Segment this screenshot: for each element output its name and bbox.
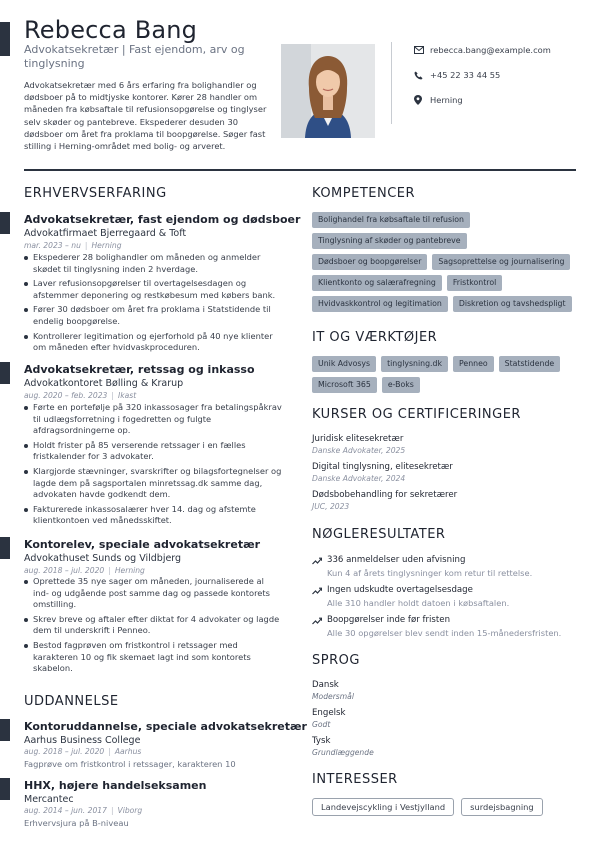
achievement-title: Ingen udskudte overtagelsesdage [327,585,473,595]
job-bullet: Laver refusionsopgørelser til overtagelsesdagen og afstemmer deponering og restkøbesum med købers bank. [24,278,282,301]
profile-photo [281,44,375,138]
education-dates: aug. 2018 – jul. 2020 [24,747,105,756]
accent-bar-edu-1 [0,719,10,741]
education-detail: Fagprøve om fristkontrol i retssager, karakteren 10 [24,759,236,769]
course-provider-name: Danske Advokater [312,474,382,483]
location-pin-icon [414,95,430,105]
section-title-courses: KURSER OG CERTIFICERINGER [312,407,521,422]
accent-bar-edu-2 [0,778,10,800]
achievement-title: Boopgørelser inde før fristen [327,615,451,625]
tool-tag: e-Boks [382,377,420,393]
tools-tags [312,356,576,393]
job-bullet: Ekspederer 28 bolighandler om måneden og anmelder skødet til tinglysning inden 2 hverdage. [24,252,282,275]
section-title-achievements: NØGLERESULTATER [312,527,446,542]
job-meta: aug. 2018 – jul. 2020 | Herning [24,566,145,575]
skill-tag: Tinglysning af skøder og pantebreve [312,233,467,249]
contact-location [414,95,463,105]
trend-up-icon [312,617,322,625]
course-provider: JUC, 2023 [312,502,350,511]
job-meta: aug. 2020 – feb. 2023 | Ikast [24,391,137,400]
language-level: Godt [312,720,331,729]
tool-tag: Unik Advosys [312,356,376,372]
language-name: Tysk [312,736,331,746]
language-level: Grundlæggende [312,748,374,757]
job-bullet: Klargjorde stævninger, svarskrifter og bilagsfortegnelser og lagde dem på sagsportalen minretssag.dk samme dag, advokaten havde godkendt dem. [24,466,282,501]
education-location: Viborg [117,806,143,815]
accent-bar-header [0,22,10,56]
achievement-desc: Kun 4 af årets tinglysninger kom retur til rettelse. [327,568,533,578]
achievement-desc: Alle 310 handler holdt datoen i købsaftalen. [327,598,510,608]
job-title: Advokatsekretær, retssag og inkasso [24,363,255,376]
job-company: Advokatkontoret Bølling & Krarup [24,378,184,389]
education-school: Mercantec [24,794,74,805]
job-bullet: Skrev breve og aftaler efter diktat for 4 advokater og lagde dem til underskrift i Penneo. [24,614,282,637]
tool-tag: Statstidende [499,356,561,372]
job-bullet: Fører 30 dødsboer om året fra proklama i Statstidende til endelig boopgørelse. [24,304,282,327]
job-location: Ikast [117,391,137,400]
contact-email[interactable] [414,45,551,55]
education-location: Aarhus [114,747,142,756]
header-rule [24,169,576,171]
skill-tag: Hvidvaskkontrol og legitimation [312,296,448,312]
education-title: HHX, højere handelseksamen [24,779,207,792]
course-name: Digital tinglysning, elitesekretær [312,462,453,472]
job-title: Kontorelev, speciale advokatsekretær [24,538,261,551]
contact-phone[interactable] [414,70,500,80]
job-location: Herning [114,566,145,575]
job-bullet: Oprettede 35 nye sager om måneden, journaliserede al ind- og udgående post samme dag og passede kontorets omstilling. [24,576,282,611]
interests-list [312,798,543,816]
job-bullets [24,252,282,357]
language-name: Dansk [312,680,339,690]
job-bullet: Kontrollerer legitimation og ejerforhold på 40 nye klienter om måneden efter hvidvaskproceduren. [24,331,282,354]
accent-bar-job-2 [0,362,10,384]
section-title-interests: INTERESSER [312,772,398,787]
course-year: 2023 [329,502,350,511]
language-level: Modersmål [312,692,354,701]
mail-icon [414,46,430,54]
job-title: Advokatsekretær, fast ejendom og dødsboer [24,213,301,226]
skill-tag: Dødsboer og boopgørelser [312,254,427,270]
education-detail: Erhvervsjura på B-niveau [24,818,129,828]
course-provider: Danske Advokater, 2025 [312,446,406,455]
achievement-title: 336 anmeldelser uden afvisning [327,555,466,565]
profile-summary: Advokatsekretær med 6 års erfaring fra bolighandler og dødsboer på to midtjyske kontorer. Kører 28 handler om måneden fra købsaftale til refusionsopgørelse og tinglyser selv skøder og pantebreve. Ekspederer desuden 30 dødsboer om året fra proklama til boopgørelse. Søger fast stilling i Herning-området med bolig- og arveret. [24,80,267,152]
skill-tag: Fristkontrol [447,275,502,291]
skill-tag: Bolighandel fra købsaftale til refusion [312,212,470,228]
job-bullet: Holdt frister på 85 verserende retssager i en fælles fristkalender for 3 advokater. [24,440,282,463]
section-title-skills: KOMPETENCER [312,186,416,201]
contact-email-text: rebecca.bang@example.com [430,45,551,55]
skill-tag: Sagsoprettelse og journalisering [432,254,570,270]
course-provider: Danske Advokater, 2024 [312,474,406,483]
job-bullet: Fakturerede inkassosalærer hver 14. dag og afstemte klientkontoen ved månedsskiftet. [24,504,282,527]
job-bullets [24,402,282,530]
accent-bar-job-3 [0,537,10,559]
job-dates: aug. 2018 – jul. 2020 [24,566,105,575]
tool-tag: Microsoft 365 [312,377,377,393]
job-dates: aug. 2020 – feb. 2023 [24,391,108,400]
candidate-subtitle: Advokatsekretær | Fast ejendom, arv og tinglysning [24,43,245,70]
contact-phone-text: +45 22 33 44 55 [430,70,501,80]
section-title-experience: ERHVERVSERFARING [24,186,167,201]
section-title-tools: IT OG VÆRKTØJER [312,330,438,345]
education-meta: aug. 2018 – jul. 2020 | Aarhus [24,747,142,756]
education-title: Kontoruddannelse, speciale advokatsekretær [24,720,307,733]
course-name: Dødsbobehandling for sekretærer [312,490,458,500]
section-title-languages: SPROG [312,653,360,668]
phone-icon [414,71,430,80]
header-divider [391,42,392,124]
language-name: Engelsk [312,708,346,718]
course-provider-name: Danske Advokater [312,446,382,455]
skills-tags [312,212,576,312]
skill-tag: Klientkonto og salærafregning [312,275,442,291]
course-year: 2024 [385,474,406,483]
contact-location-text: Herning [430,95,463,105]
job-meta: mar. 2023 – nu | Herning [24,241,122,250]
job-company: Advokathuset Sunds og Vildbjerg [24,553,182,564]
tool-tag: tinglysning.dk [381,356,448,372]
interest-chip: Landevejscykling i Vestjylland [312,798,454,816]
education-school: Aarhus Business College [24,735,141,746]
education-dates: aug. 2014 – jun. 2017 [24,806,107,815]
trend-up-icon [312,587,322,595]
job-dates: mar. 2023 – nu [24,241,81,250]
course-year: 2025 [385,446,406,455]
trend-up-icon [312,557,322,565]
job-bullets [24,576,282,678]
candidate-name: Rebecca Bang [24,16,198,44]
skill-tag: Diskretion og tavshedspligt [453,296,572,312]
education-meta: aug. 2014 – jun. 2017 | Viborg [24,806,143,815]
course-name: Juridisk elitesekretær [312,434,404,444]
job-company: Advokatfirmaet Bjerregaard & Toft [24,228,187,239]
interest-chip: surdejsbagning [461,798,543,816]
course-provider-name: JUC [312,502,326,511]
section-title-education: UDDANNELSE [24,694,119,709]
accent-bar-job-1 [0,212,10,234]
job-bullet: Førte en portefølje på 320 inkassosager fra betalingspåkrav til udlægsforretning i fogedretten og fulgte afdragsordningerne op. [24,402,282,437]
job-bullet: Bestod fagprøven om fristkontrol i retssager med karakteren 10 og fik skemaet lagt ind som kontorets skabelon. [24,640,282,675]
achievement-desc: Alle 30 opgørelser blev sendt inden 15-månedersfristen. [327,628,562,638]
job-location: Herning [91,241,122,250]
tool-tag: Penneo [453,356,494,372]
